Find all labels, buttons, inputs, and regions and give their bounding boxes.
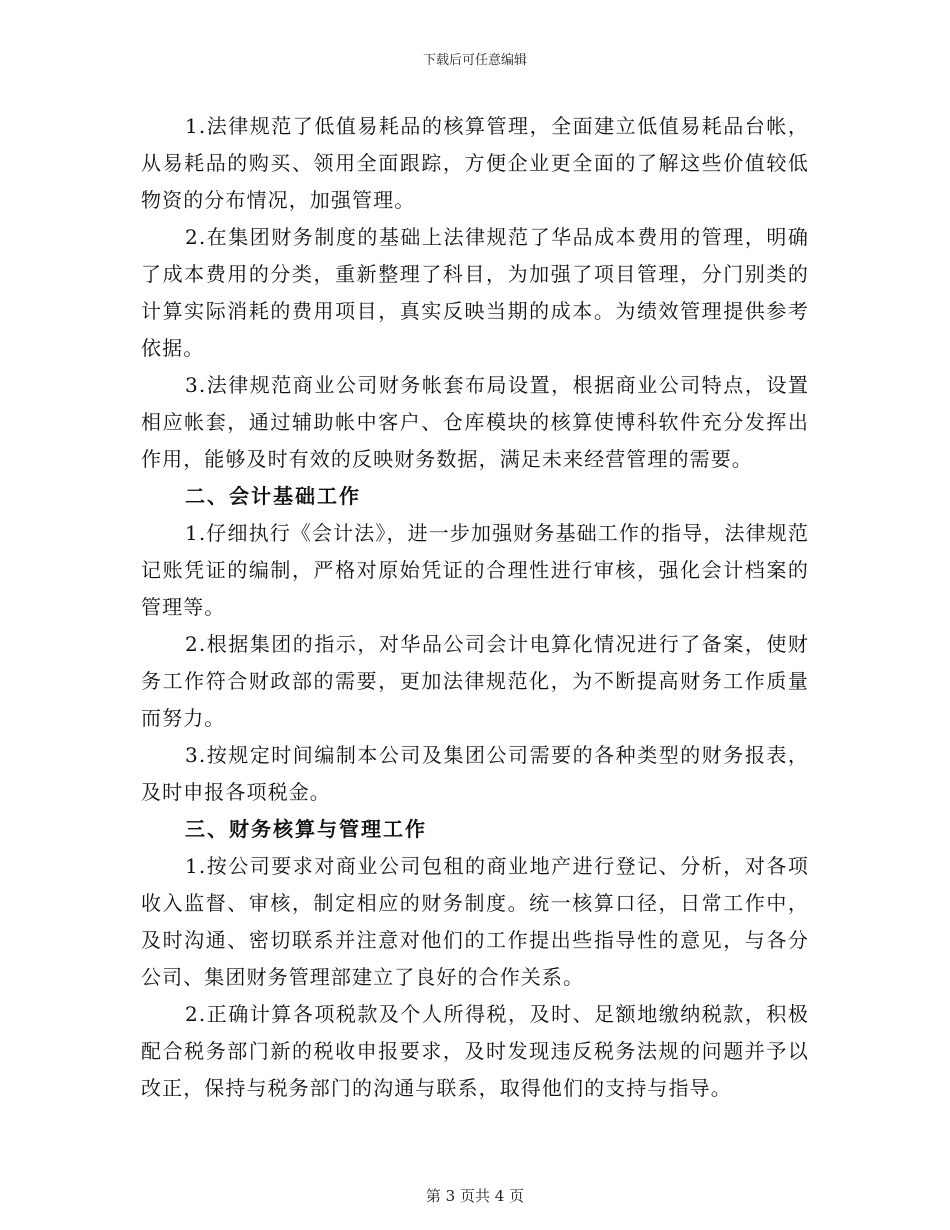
paragraph-1-3: 3.法律规范商业公司财务帐套布局设置，根据商业公司特点，设置相应帐套，通过辅助帐中客户、仓库模块的核算使博科软件充分发挥出作用，能够及时有效的反映财务数据，满足未来经营管理的需要。 <box>141 373 809 471</box>
paragraph-2-2: 2.根据集团的指示，对华品公司会计电算化情况进行了备案，使财务工作符合财政部的需要，更加法律规范化，为不断提高财务工作质量而努力。 <box>141 632 809 730</box>
section-heading-2: 二、会计基础工作 <box>185 484 361 508</box>
paragraph-3-1: 1.按公司要求对商业公司包租的商业地产进行登记、分析，对各项收入监督、审核，制定相应的财务制度。统一核算口径，日常工作中，及时沟通、密切联系并注意对他们的工作提出些指导性的意见，与各分公司、集团财务管理部建立了良好的合作关系。 <box>141 854 809 989</box>
paragraph-1-1: 1.法律规范了低值易耗品的核算管理，全面建立低值易耗品台帐，从易耗品的购买、领用全面跟踪，方便企业更全面的了解这些价值较低物资的分布情况，加强管理。 <box>141 114 809 212</box>
paragraph-1-2: 2.在集团财务制度的基础上法律规范了华品成本费用的管理，明确了成本费用的分类，重新整理了科目，为加强了项目管理，分门别类的计算实际消耗的费用项目，真实反映当期的成本。为绩效管理提供参考依据。 <box>141 225 809 360</box>
paragraph-2-3: 3.按规定时间编制本公司及集团公司需要的各种类型的财务报表，及时申报各项税金。 <box>141 743 809 804</box>
paragraph-2-1: 1.仔细执行《会计法》，进一步加强财务基础工作的指导，法律规范记账凭证的编制，严格对原始凭证的合理性进行审核，强化会计档案的管理等。 <box>141 521 809 619</box>
page-header: 下载后可任意编辑 <box>422 53 527 68</box>
document-body <box>141 108 809 1107</box>
paragraph-3-2: 2.正确计算各项税款及个人所得税，及时、足额地缴纳税款，积极配合税务部门新的税收申报要求，及时发现违反税务法规的问题并予以改正，保持与税务部门的沟通与联系，取得他们的支持与指导。 <box>141 1002 809 1100</box>
section-heading-3: 三、财务核算与管理工作 <box>185 817 427 841</box>
page-footer: 第 3 页共 4 页 <box>425 1187 525 1205</box>
